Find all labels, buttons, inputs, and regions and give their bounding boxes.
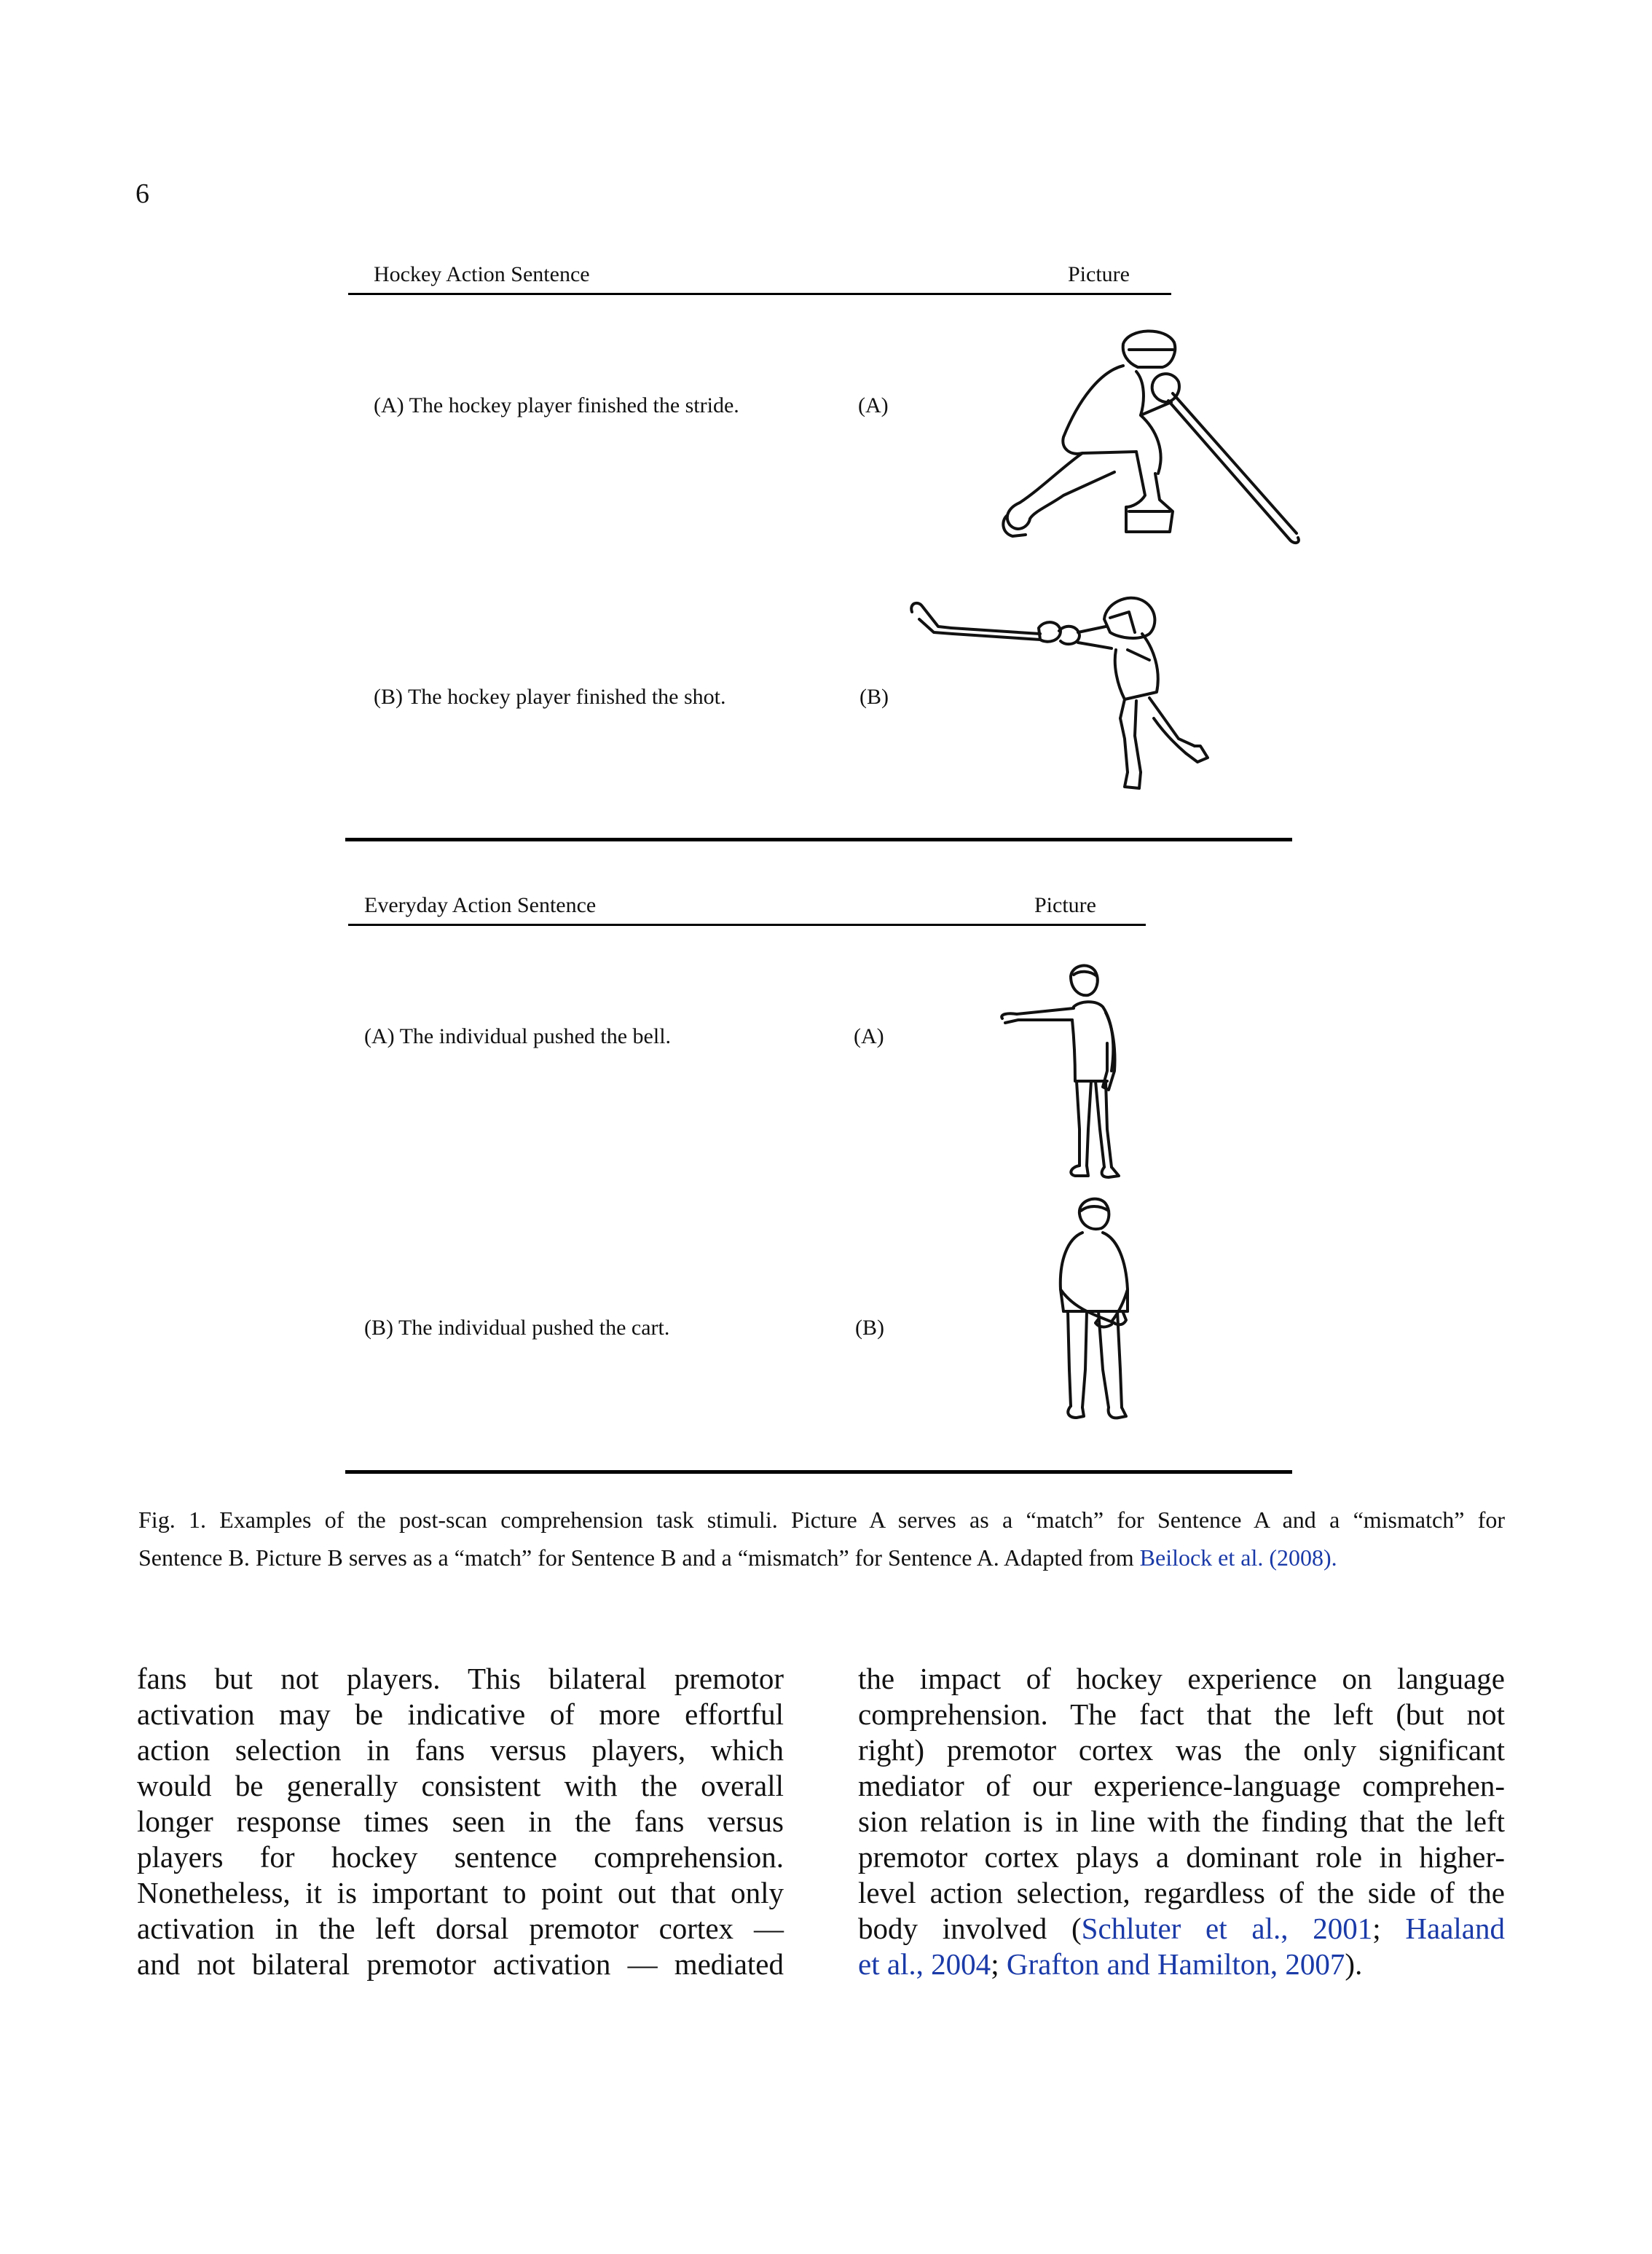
caption-line-2 xyxy=(138,1539,1505,1576)
right-line-8-text: body involved ( xyxy=(858,1912,1082,1945)
left-line-9: and not bilateral premotor activation — mediated xyxy=(137,1947,784,1981)
caption-end: . xyxy=(1331,1544,1337,1571)
figure-caption xyxy=(138,1501,1505,1576)
hockey-row-b-label: (B) xyxy=(860,685,889,709)
hockey-row-b-sentence: (B) The hockey player finished the shot. xyxy=(374,685,726,709)
left-line-5: longer response times seen in the fans versus xyxy=(137,1805,784,1838)
hockey-row-a-sentence: (A) The hockey player finished the stride. xyxy=(374,393,739,417)
person-pushing-cart-drawing xyxy=(1042,1195,1173,1435)
right-line-7: level action selection, regardless of the side of the xyxy=(858,1876,1505,1909)
caption-line-2-text: Sentence B. Picture B serves as a “match” for Sentence B and a “mismatch” for Sentence A. Adapted from xyxy=(138,1544,1140,1571)
everyday-bottom-rule xyxy=(345,1470,1292,1474)
caption-line-1: Fig. 1. Examples of the post-scan comprehension task stimuli. Picture A serves as a “match” for Sentence A and a “mismatch” for xyxy=(138,1507,1505,1533)
left-line-3: action selection in fans versus players, which xyxy=(137,1733,784,1767)
page-number: 6 xyxy=(135,178,149,209)
body-right-column xyxy=(858,1661,1505,1982)
hockey-header-rule xyxy=(348,293,1171,295)
person-pushing-bell-drawing xyxy=(998,962,1144,1180)
right-line-2: comprehension. The fact that the left (but not xyxy=(858,1697,1505,1731)
hockey-player-shot-drawing xyxy=(909,590,1237,801)
right-line-8-separator: ; xyxy=(1372,1912,1406,1945)
left-line-7: Nonetheless, it is important to point out that only xyxy=(137,1876,784,1909)
everyday-header-picture: Picture xyxy=(1034,893,1096,917)
everyday-row-a-sentence: (A) The individual pushed the bell. xyxy=(364,1024,672,1048)
citation-schluter-2001[interactable]: Schluter et al., 2001 xyxy=(1081,1912,1373,1945)
hockey-bottom-rule xyxy=(345,838,1292,841)
right-line-4: mediator of our experience-language comprehen- xyxy=(858,1769,1505,1802)
right-line-9 xyxy=(858,1947,1505,1982)
left-line-1: fans but not players. This bilateral premotor xyxy=(137,1662,784,1695)
left-line-8: activation in the left dorsal premotor cortex — xyxy=(137,1912,784,1945)
hockey-header-sentence: Hockey Action Sentence xyxy=(374,262,590,286)
right-line-1: the impact of hockey experience on language xyxy=(858,1662,1505,1695)
citation-grafton-hamilton-2007[interactable]: Grafton and Hamilton, 2007 xyxy=(1006,1947,1345,1981)
body-left-column xyxy=(137,1661,784,1982)
right-line-5: sion relation is in line with the finding that the left xyxy=(858,1805,1505,1838)
right-line-8 xyxy=(858,1911,1505,1947)
citation-haaland-2004-part2[interactable]: et al., 2004 xyxy=(858,1947,991,1981)
right-line-9-separator: ; xyxy=(991,1947,1007,1981)
citation-haaland-2004-part1[interactable]: Haaland xyxy=(1405,1912,1505,1945)
everyday-row-a-label: (A) xyxy=(854,1024,884,1048)
hockey-player-stride-drawing xyxy=(954,321,1304,554)
everyday-header-sentence: Everyday Action Sentence xyxy=(364,893,597,917)
right-line-3: right) premotor cortex was the only significant xyxy=(858,1733,1505,1767)
left-line-6: players for hockey sentence comprehension. xyxy=(137,1840,784,1874)
caption-reference-link[interactable]: Beilock et al. (2008) xyxy=(1139,1544,1332,1571)
hockey-header-picture: Picture xyxy=(1068,262,1130,286)
everyday-row-b-sentence: (B) The individual pushed the cart. xyxy=(364,1316,670,1340)
everyday-header-rule xyxy=(348,924,1146,926)
left-line-4: would be generally consistent with the overall xyxy=(137,1769,784,1802)
right-line-6: premotor cortex plays a dominant role in higher- xyxy=(858,1840,1505,1874)
hockey-row-a-label: (A) xyxy=(858,393,889,417)
everyday-row-b-label: (B) xyxy=(855,1316,884,1340)
left-line-2: activation may be indicative of more effortful xyxy=(137,1697,784,1731)
right-line-9-end: ). xyxy=(1345,1947,1363,1981)
